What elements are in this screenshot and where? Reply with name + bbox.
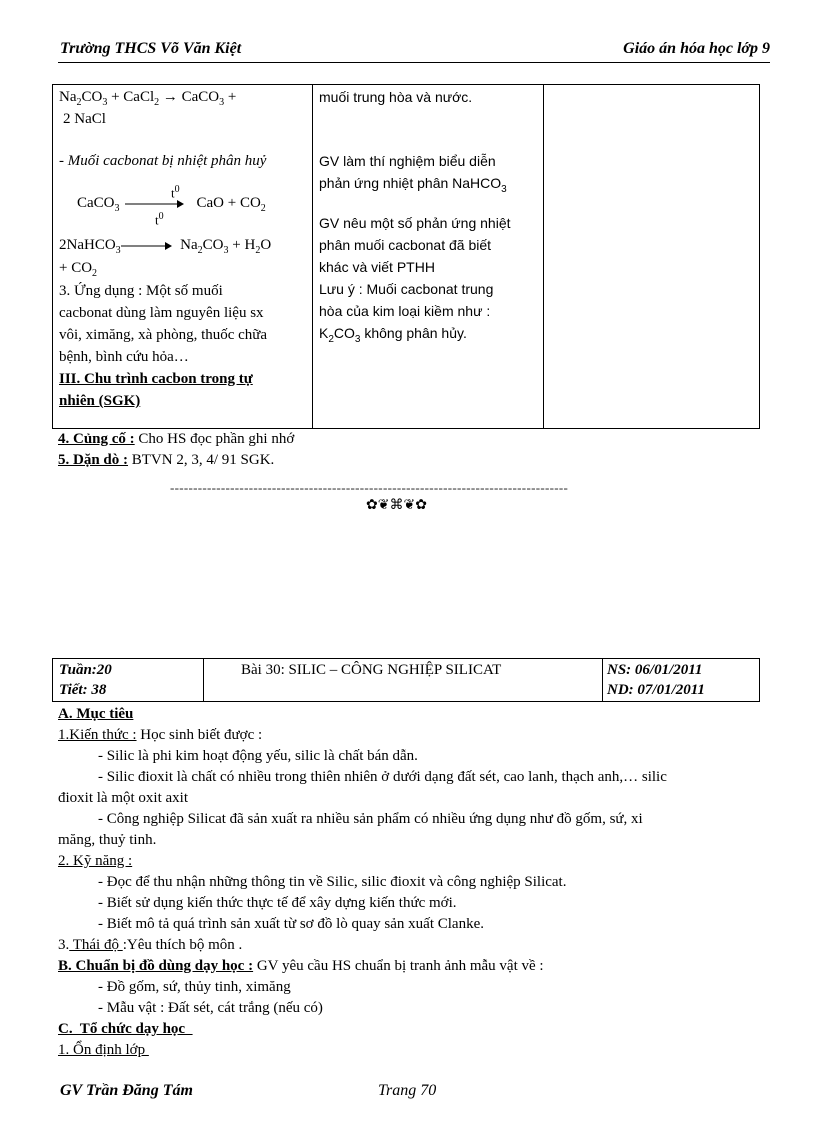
knowledge-item-cont: đioxit là một oxit axit	[58, 790, 188, 806]
knowledge-item-cont: măng, thuỷ tinh.	[58, 832, 157, 848]
column-divider	[203, 659, 204, 701]
knowledge-item: - Công nghiệp Silicat đã sản xuất ra nhiều sản phẩm có nhiều ứng dụng như đồ gốm, sứ, xi	[98, 811, 643, 827]
week-label: Tuần:20	[59, 662, 112, 678]
knowledge-item: - Silic đioxit là chất có nhiều trong thiên nhiên ở dưới dạng đất sét, cao lanh, thạch anh,… silic	[98, 769, 667, 785]
decomposition-heading: - Muối cacbonat bị nhiệt phân huỷ	[59, 153, 267, 169]
lesson-title: Bài 30: SILIC – CÔNG NGHIỆP SILICAT	[241, 662, 502, 678]
teacher-activity-line: $K_2CO_3$ không phân hủy.	[319, 325, 467, 345]
period-label: Tiết: 38	[59, 682, 107, 698]
lesson-header-table	[52, 658, 760, 702]
teacher-activity-line: Lưu ý : Muối cacbonat trung	[319, 281, 494, 297]
equation-na2co3-cacl2: $Na_2CO_3$ + CaCl$_2$ → CaCO$_3$ +	[59, 89, 237, 108]
lesson-table-continued	[52, 84, 760, 429]
teacher-activity-line: khác và viết PTHH	[319, 259, 435, 275]
skill-item: - Biết mô tả quá trình sản xuất từ sơ đồ lò quay sản xuất Clanke.	[98, 916, 484, 932]
teacher-activity-line: muối trung hòa và nước.	[319, 89, 473, 105]
organization-heading: C. Tổ chức dạy học	[58, 1021, 193, 1037]
knowledge-line: 1.Kiến thức : Học sinh biết được :	[58, 727, 263, 743]
teacher-activity-line: GV nêu một số phản ứng nhiệt	[319, 215, 511, 231]
application-line: 3. Ứng dụng : Một số muối	[59, 283, 223, 299]
application-line: cacbonat dùng làm nguyên liệu sx	[59, 305, 264, 321]
carbon-cycle-heading: nhiên (SGK)	[59, 393, 141, 409]
page-number: Trang 70	[378, 1082, 437, 1099]
consolidation-line: 4. Củng cố : Cho HS đọc phần ghi nhớ	[58, 431, 295, 447]
objectives-heading: A. Mục tiêu	[58, 706, 134, 722]
heat-symbol: $t^0$	[155, 211, 164, 228]
carbon-cycle-heading: III. Chu trình cacbon trong tự	[59, 371, 253, 387]
teacher-activity-line: phân muối cacbonat đã biết	[319, 237, 492, 253]
application-line: bệnh, bình cứu hỏa…	[59, 349, 189, 365]
application-line: vôi, ximăng, xà phòng, thuốc chữa	[59, 327, 268, 343]
column-divider	[543, 85, 544, 428]
school-name: Trường THCS Võ Văn Kiệt	[60, 40, 242, 57]
header-rule	[58, 62, 770, 63]
section-divider: --------------------------------------------------------------------------------------	[170, 480, 569, 495]
equation-caco3-decomposition: CaCO$_3$ CaO + $CO_2$	[77, 195, 266, 214]
attitude-line: 3. Thái độ :Yêu thích bộ môn .	[58, 937, 243, 953]
subject-title: Giáo án hóa học lớp 9	[623, 40, 770, 57]
equation-co2: + $CO_2$	[59, 260, 98, 279]
preparation-item: - Mẫu vật : Đất sét, cát trắng (nếu có)	[98, 1000, 323, 1016]
teacher-name: GV Trần Đăng Tám	[60, 1082, 193, 1099]
lesson-body	[58, 704, 764, 1061]
teacher-activity-line: GV làm thí nghiệm biểu diễn	[319, 153, 496, 169]
preparation-line: B. Chuẩn bị đồ dùng dạy học : GV yêu cầu HS chuẩn bị tranh ảnh mẫu vật về :	[58, 958, 544, 974]
homework-line: 5. Dặn dò : BTVN 2, 3, 4/ 91 SGK.	[58, 452, 275, 468]
column-divider	[312, 85, 313, 428]
teacher-activity-line: hòa của kim loại kiềm như :	[319, 303, 491, 319]
equation-continuation: 2 NaCl	[63, 111, 106, 127]
skills-heading: 2. Kỹ năng :	[58, 853, 133, 869]
equation-nahco3-decomposition: 2NaHCO$_3$ $Na_2CO_3 + H_2O$	[59, 237, 272, 256]
skill-item: - Biết sử dụng kiến thức thực tế để xây dựng kiến thức mới.	[98, 895, 457, 911]
preparation-date: NS: 06/01/2011	[607, 662, 703, 678]
column-divider	[602, 659, 603, 701]
teacher-activity-line: phản ứng nhiệt phân NaHCO$_3$	[319, 175, 507, 195]
heat-symbol: $t^0$	[171, 184, 180, 201]
teaching-date: ND: 07/01/2011	[607, 682, 705, 698]
knowledge-item: - Silic là phi kim hoạt động yếu, silic là chất bán dẫn.	[98, 748, 418, 764]
preparation-item: - Đồ gốm, sứ, thủy tinh, ximăng	[98, 979, 291, 995]
ornament-icon: ✿❦⌘❦✿	[366, 498, 427, 513]
skill-item: - Đọc để thu nhận những thông tin về Silic, silic đioxit và công nghiệp Silicat.	[98, 874, 567, 890]
reaction-arrow-icon	[121, 241, 173, 251]
class-stabilization: 1. Ổn định lớp	[58, 1042, 149, 1058]
